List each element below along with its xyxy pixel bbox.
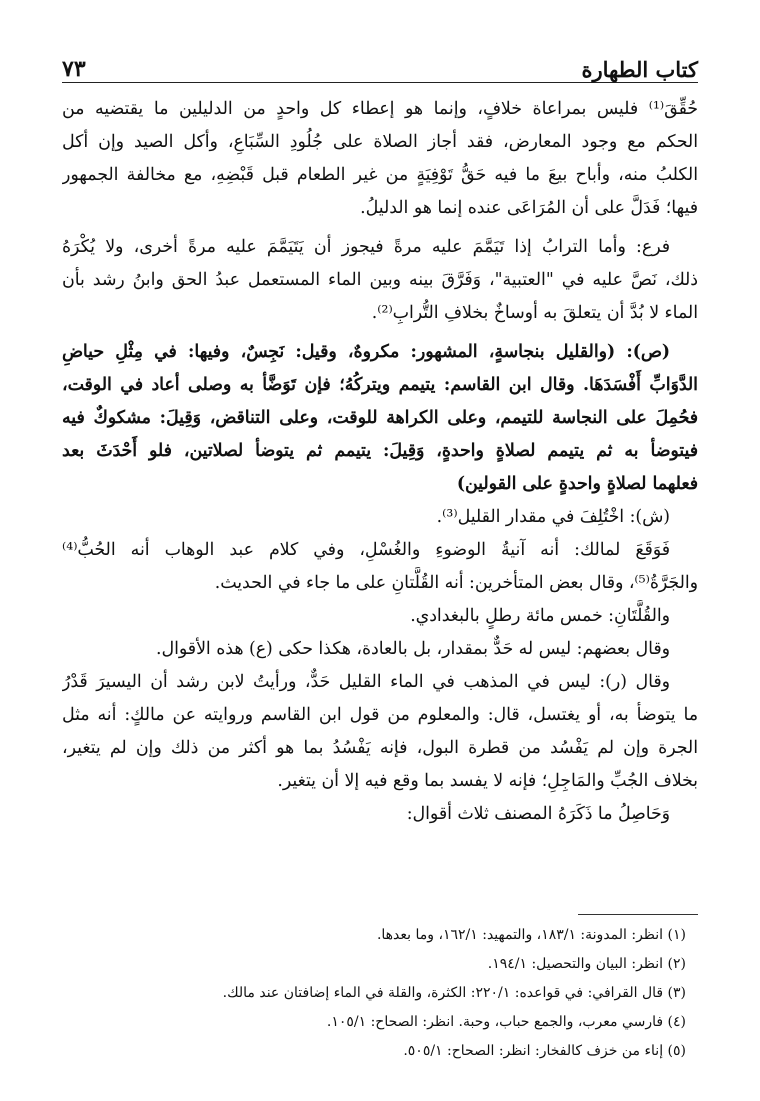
paragraph-line: ذلك، نَصَّ عليه في "العتبية"، وَفَرَّقَ بينه وبين الماء المستعمل عبدُ الحق وابنُ رشد بأن: [62, 270, 698, 290]
footnote: (٣) قال القرافي: في قواعده: ٢٢٠/١: الكثرة، والقلة في الماء إضافتان عند مالك.: [222, 985, 686, 1001]
paragraph-line: الماء لا بُدَّ أن يتعلقَ به أوساخٌ بخلافِ التُّرابِ⁽²⁾.: [371, 303, 698, 323]
footnote: (١) انظر: المدونة: ١٨٣/١، والتمهيد: ١٦٢/١، وما بعدها.: [376, 927, 686, 943]
paragraph-line: وقال بعضهم: ليس له حَدٌّ بمقدار، بل بالعادة، هكذا حكى (ع) هذه الأقوال.: [156, 639, 670, 659]
footnotes: [62, 914, 698, 1066]
paragraph-line: الكلبُ منه، وأباح بيعَ ما فيه حَقُّ تَوْفِيَةٍ من غير الطعام قبل قَبْضِهِ، مع مخالفة الجمهور: [62, 165, 698, 185]
footnote: (٢) انظر: البيان والتحصيل: ١٩٤/١.: [487, 956, 686, 972]
paragraph-line: بخلاف الجُبِّ والمَاجِلِ؛ فإنه لا يفسد بما وقع فيه إلا أن يتغير.: [277, 771, 698, 791]
paragraph-line: فيها؛ فَدَلَّ على أن المُرَاعَى عنده إنما هو الدليلُ.: [360, 198, 698, 218]
chapter-title: كتاب الطهارة: [581, 57, 698, 82]
matn-line: فعلهما لصلاةٍ واحدةٍ على القولين): [456, 474, 698, 494]
paragraph-line: فَوَقَعَ لمالك: أنه آنيةُ الوضوءِ والغُسْلِ، وفي كلام عبد الوهاب أنه الحُبُّ⁽⁴⁾: [62, 540, 670, 560]
matn-line: فحُمِلَ على النجاسة للتيمم، وعلى الكراهة للوقت، وعلى التناقض، وَقِيلَ: مشكوكٌ فيه: [62, 408, 698, 428]
body-text: [62, 93, 698, 831]
footnote-divider: [578, 914, 698, 915]
paragraph-line: والجَرَّةُ⁽⁵⁾، وقال بعض المتأخرين: أنه القُلَّتانِ على ما جاء في الحديث.: [214, 573, 698, 593]
paragraph-line: (ش): اخْتُلِفَ في مقدار القليل⁽³⁾.: [436, 507, 670, 527]
matn-line: الدَّوَابِّ أَفْسَدَهَا. وقال ابن القاسم: يتيمم ويتركُهُ؛ فإن تَوَضَّأ به وصلى أعاد في الوقت،: [62, 375, 698, 395]
paragraph-line: والقُلَّتَانِ: خمس مائة رطلٍ بالبغدادي.: [410, 606, 670, 626]
running-header: [62, 40, 698, 83]
paragraph-line: فرع: وأما الترابُ إذا تَيَمَّمَ عليه مرةً فيجوز أن يَتَيَمَّمَ عليه مرةً أخرى، ولا يُكْرَهُ: [62, 237, 670, 257]
paragraph-line: الجرة وإن لم يَفْسُد من قطرة البول، فإنه يَفْسُدُ بما هو أكثر من ذلك وإن لم يتغير،: [62, 738, 698, 758]
matn-line: (ص): (والقليل بنجاسةٍ، المشهور: مكروهٌ، وقيل: نَجِسٌ، وفيها: في مِثْلِ حياضِ: [62, 342, 670, 362]
matn-line: فيتوضأ به ثم يتيمم لصلاةٍ واحدةٍ، وَقِيلَ: يتيمم ثم يتوضأ لصلاتين، فلو أَحْدَثَ بعد: [62, 441, 698, 461]
page: [62, 40, 698, 831]
footnote: (٤) فارسي معرب، والجمع حباب، وحبة. انظر: الصحاح: ١٠٥/١.: [326, 1014, 686, 1030]
paragraph-line: وقال (ر): ليس في المذهب في الماء القليل حَدٌّ، ورأيتُ لابن رشد أن اليسيرَ قَدْرُ: [62, 672, 670, 692]
paragraph-line: ما يتوضأ به، أو يغتسل، قال: والمعلوم من قول ابن القاسم وروايته عن مالكٍ: أنه مثل: [62, 705, 698, 725]
paragraph-line: حُقِّقَ⁽¹⁾ فليس بمراعاة خلافٍ، وإنما هو إعطاء كل واحدٍ من الدليلين ما يقتضيه من: [62, 99, 698, 119]
footnote: (٥) إناء من خزف كالفخار: انظر: الصحاح: ٥٠٥/١.: [403, 1043, 686, 1059]
paragraph-line: الحكم مع وجود المعارض، فقد أجاز الصلاة على جُلُودِ السِّبَاعِ، وأكل الصيد وإن أكل: [62, 132, 698, 152]
page-number: ٧٣: [62, 56, 86, 82]
paragraph-line: وَحَاصِلُ ما ذَكَرَهُ المصنف ثلاث أقوال:: [406, 804, 670, 824]
